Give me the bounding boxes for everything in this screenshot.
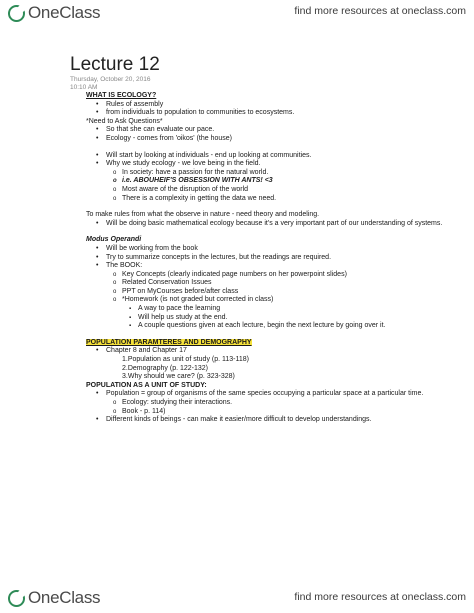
paragraph: *Need to Ask Questions* — [86, 117, 163, 125]
highlighted-heading: POPULATION PARAMTERES AND DEMOGRAPHY — [86, 338, 252, 346]
list-item: • from individuals to population to communities to ecosystems. — [86, 109, 446, 118]
list-item: • Will start by looking at individuals - end up looking at communities. — [86, 152, 446, 161]
note-date: Thursday, October 20, 2016 — [70, 76, 151, 83]
resources-link[interactable]: find more resources at oneclass.com — [294, 5, 466, 17]
list-item: • Will be doing basic mathematical ecology because it's a very important part of our understanding of systems. — [86, 220, 446, 229]
sub-list-item: o Most aware of the disruption of the world — [86, 186, 446, 195]
sub-list-item: o *Homework (is not graded but corrected in class) — [86, 296, 446, 305]
sub-list-item: o Book - p. 114) — [86, 408, 446, 417]
oneclass-logo[interactable] — [8, 3, 100, 23]
document-page — [0, 26, 474, 584]
list-item: • Will be working from the book — [86, 245, 446, 254]
sub-list-item: o PPT on MyCourses before/after class — [86, 288, 446, 297]
note-time: 10:10 AM — [70, 84, 98, 91]
list-item: • Rules of assembly — [86, 101, 446, 110]
sub-list-item: o Related Conservation Issues — [86, 279, 446, 288]
list-item: • Ecology - comes from 'oikos' (the house) — [86, 135, 446, 144]
sub-list-item: o Ecology: studying their interactions. — [86, 399, 446, 408]
section-heading: POPULATION AS A UNIT OF STUDY: — [86, 381, 207, 389]
brand-name: OneClass — [28, 588, 101, 607]
list-item: • So that she can evaluate our pace. — [86, 126, 446, 135]
numbered-item: 2.Demography (p. 122-132) — [122, 364, 208, 372]
numbered-item: 1.Population as unit of study (p. 113-118) — [122, 356, 249, 364]
sub-list-item: o There is a complexity in getting the data we need. — [86, 195, 446, 204]
list-item: • The BOOK: — [86, 262, 446, 271]
resources-link-footer[interactable]: find more resources at oneclass.com — [294, 591, 466, 603]
page-header — [0, 0, 474, 26]
oneclass-logo-footer[interactable] — [8, 588, 100, 608]
section-heading — [86, 339, 446, 348]
oneclass-logo-icon — [8, 5, 25, 22]
paragraph: To make rules from what the observe in nature - need theory and modeling. — [86, 211, 320, 219]
sub-sub-list-item: ▪ Will help us study at the end. — [86, 314, 446, 323]
numbered-item: 3.Why should we care? (p. 323-328) — [122, 373, 235, 381]
list-item: • Different kinds of beings - can make it easier/more difficult to develop understandings. — [86, 416, 446, 425]
sub-list-item: o i.e. ABOUHEIF'S OBSESSION WITH ANTS! <3 — [86, 177, 446, 186]
list-item: • Try to summarize concepts in the lectures, but the readings are required. — [86, 254, 446, 263]
oneclass-logo-icon — [8, 590, 25, 607]
sub-sub-list-item: ▪ A couple questions given at each lecture, begin the next lecture by going over it. — [86, 322, 446, 331]
note-body — [86, 92, 446, 425]
page-title: Lecture 12 — [70, 54, 160, 75]
section-heading: WHAT IS ECOLOGY? — [86, 92, 157, 99]
sub-list-item: o Key Concepts (clearly indicated page numbers on her powerpoint slides) — [86, 271, 446, 280]
list-item: • Population = group of organisms of the same species occupying a particular space at a particular time. — [86, 390, 446, 399]
list-item: • Why we study ecology - we love being in the field. — [86, 160, 446, 169]
section-heading: Modus Operandi — [86, 236, 142, 244]
brand-name: OneClass — [28, 3, 101, 22]
sub-sub-list-item: ▪ A way to pace the learning — [86, 305, 446, 314]
list-item: • Chapter 8 and Chapter 17 — [86, 347, 446, 356]
note-timestamp — [70, 76, 150, 92]
sub-list-item: o In society: have a passion for the natural world. — [86, 169, 446, 178]
